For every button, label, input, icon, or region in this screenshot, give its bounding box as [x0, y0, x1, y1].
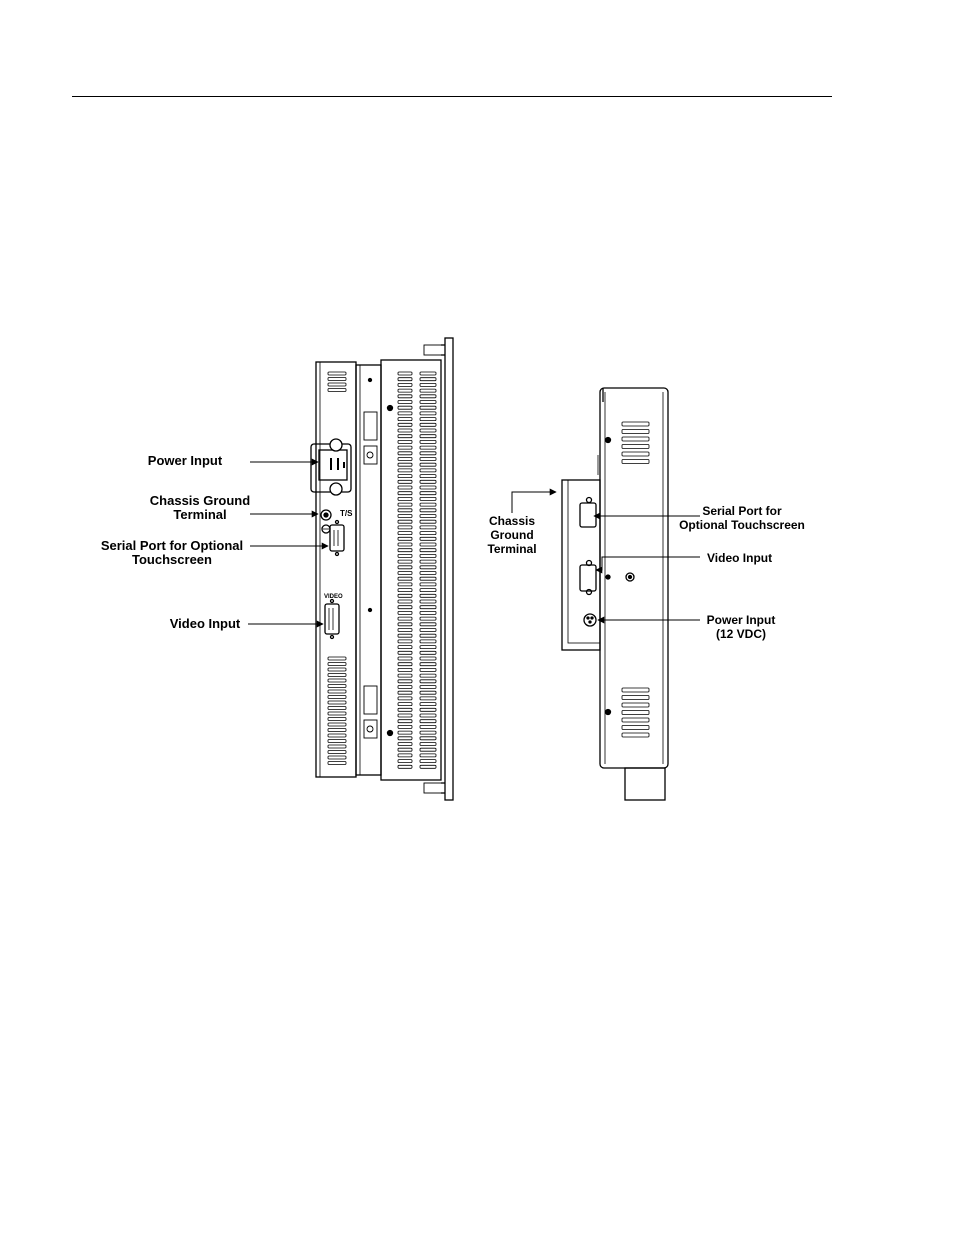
vent-slot: [398, 475, 412, 478]
vent-slot: [420, 731, 436, 734]
vent-slot: [398, 680, 412, 683]
vent-slot: [398, 606, 412, 609]
vent-slot: [420, 458, 436, 461]
vent-slot: [398, 480, 412, 483]
vent-slot: [328, 674, 346, 677]
left-chassis-ground-line1: Chassis Ground: [149, 493, 251, 508]
vent-slot: [420, 668, 436, 671]
vent-slot: [328, 723, 346, 726]
vent-slot: [398, 697, 412, 700]
vent-slot: [420, 503, 436, 506]
vent-slot: [420, 412, 436, 415]
vent-slot: [622, 445, 649, 449]
vent-slot: [420, 537, 436, 540]
vent-slot: [398, 617, 412, 620]
vent-slot: [398, 737, 412, 740]
vent-slot: [398, 446, 412, 449]
right-chassis-ground-line3: Terminal: [487, 542, 537, 556]
left-label-chassis-ground: [126, 494, 274, 522]
vent-slot: [622, 733, 649, 737]
vent-slot: [398, 668, 412, 671]
vent-slot: [398, 372, 412, 375]
vent-slot: [328, 701, 346, 704]
vent-slot: [420, 623, 436, 626]
left-serial-port-line1: Serial Port for Optional: [100, 538, 244, 553]
vent-slot: [398, 611, 412, 614]
vent-slot: [398, 532, 412, 535]
vent-slot: [398, 651, 412, 654]
vent-slot: [328, 685, 346, 688]
vent-slot: [328, 383, 346, 386]
vent-slot: [420, 703, 436, 706]
right-power-input-line2: (12 VDC): [715, 627, 766, 641]
vent-slot: [420, 429, 436, 432]
left-rear-vents: [328, 372, 346, 765]
vent-slot: [420, 440, 436, 443]
right-chassis-ground-line1: Chassis: [488, 514, 536, 528]
vent-slot: [328, 729, 346, 732]
vent-slot: [420, 418, 436, 421]
vent-slot: [420, 577, 436, 580]
vent-slot: [420, 423, 436, 426]
vent-slot: [328, 372, 346, 375]
vent-slot: [398, 395, 412, 398]
vent-slot: [398, 577, 412, 580]
vent-slot: [622, 422, 649, 426]
vent-slot: [398, 406, 412, 409]
right-label-serial-port: [668, 504, 816, 532]
vent-slot: [398, 458, 412, 461]
vent-slot: [328, 663, 346, 666]
left-front-bezel: [445, 338, 453, 800]
left-video-connector: [325, 604, 339, 634]
vent-slot: [398, 401, 412, 404]
vent-slot: [398, 560, 412, 563]
vent-slot: [398, 663, 412, 666]
vent-slot: [398, 503, 412, 506]
vent-slot: [420, 765, 436, 768]
vent-slot: [398, 492, 412, 495]
vent-slot: [420, 435, 436, 438]
vent-slot: [398, 760, 412, 763]
right-bottom-foot: [625, 768, 665, 800]
vent-slot: [420, 532, 436, 535]
vent-slot: [398, 543, 412, 546]
vent-slot: [420, 646, 436, 649]
vent-slot: [420, 372, 436, 375]
vent-slot: [622, 703, 649, 707]
vent-slot: [398, 526, 412, 529]
vent-slot: [420, 560, 436, 563]
vent-slot: [420, 663, 436, 666]
vent-slot: [398, 708, 412, 711]
vent-slot: [420, 395, 436, 398]
vent-slot: [398, 520, 412, 523]
vent-slot: [398, 691, 412, 694]
right-vent-slots: [622, 422, 649, 737]
right-chassis-ground-line2: Ground: [490, 528, 534, 542]
vent-slot: [420, 748, 436, 751]
vent-slot: [420, 611, 436, 614]
vent-slot: [398, 515, 412, 518]
vent-slot: [420, 452, 436, 455]
vent-slot: [328, 734, 346, 737]
vent-slot: [420, 674, 436, 677]
vent-slot: [328, 762, 346, 765]
vent-slot: [398, 720, 412, 723]
left-chassis-ground-line2: Terminal: [173, 507, 227, 522]
vent-slot: [328, 756, 346, 759]
vent-slot: [328, 712, 346, 715]
left-vent-slots: [398, 372, 436, 768]
vent-slot: [420, 594, 436, 597]
vent-slot: [398, 743, 412, 746]
vent-slot: [398, 463, 412, 466]
vent-slot: [398, 383, 412, 386]
vent-slot: [398, 594, 412, 597]
vent-slot: [398, 554, 412, 557]
right-power-din: [584, 614, 596, 626]
vent-slot: [398, 423, 412, 426]
vent-slot: [420, 526, 436, 529]
vent-slot: [398, 623, 412, 626]
vent-slot: [398, 486, 412, 489]
vent-slot: [420, 509, 436, 512]
vent-slot: [420, 600, 436, 603]
vent-slot: [622, 726, 649, 730]
vent-slot: [420, 475, 436, 478]
vent-slot: [398, 549, 412, 552]
vent-slot: [398, 566, 412, 569]
vent-slot: [398, 646, 412, 649]
vent-slot: [328, 751, 346, 754]
vent-slot: [420, 760, 436, 763]
vent-slot: [398, 497, 412, 500]
vent-slot: [398, 452, 412, 455]
vent-slot: [420, 640, 436, 643]
right-serial-port-line2: Optional Touchscreen: [679, 518, 805, 532]
vent-slot: [398, 537, 412, 540]
right-label-chassis-ground: [480, 514, 544, 556]
vent-slot: [420, 378, 436, 381]
vent-slot: [328, 718, 346, 721]
vent-slot: [420, 383, 436, 386]
vent-slot: [420, 463, 436, 466]
right-serial-connector: [580, 503, 596, 527]
vent-slot: [398, 418, 412, 421]
left-ac-inlet-socket: [319, 450, 347, 480]
vent-slot: [328, 745, 346, 748]
vent-slot: [420, 651, 436, 654]
vent-slot: [328, 690, 346, 693]
left-label-power-input: Power Input: [147, 453, 223, 468]
vent-slot: [398, 378, 412, 381]
vent-slot: [328, 707, 346, 710]
left-video-marking: VIDEO: [324, 594, 343, 600]
vent-slot: [420, 486, 436, 489]
vent-slot: [420, 480, 436, 483]
vent-slot: [398, 509, 412, 512]
vent-slot: [398, 748, 412, 751]
left-ts-marking: T/S: [340, 509, 353, 518]
vent-slot: [420, 515, 436, 518]
right-unit-drawing: [562, 388, 668, 800]
vent-slot: [398, 703, 412, 706]
vent-slot: [622, 718, 649, 722]
vent-slot: [398, 657, 412, 660]
vent-slot: [398, 435, 412, 438]
vent-slot: [398, 583, 412, 586]
left-serial-port-line2: Touchscreen: [132, 552, 212, 567]
vent-slot: [622, 460, 649, 464]
vent-slot: [398, 725, 412, 728]
vent-slot: [328, 679, 346, 682]
vent-slot: [420, 549, 436, 552]
vent-slot: [398, 440, 412, 443]
right-serial-port-line1: Serial Port for: [702, 504, 782, 518]
vent-slot: [420, 566, 436, 569]
vent-slot: [622, 711, 649, 715]
vent-slot: [398, 714, 412, 717]
vent-slot: [622, 437, 649, 441]
vent-slot: [420, 492, 436, 495]
right-label-power-input: [695, 613, 787, 641]
vent-slot: [398, 634, 412, 637]
vent-slot: [420, 754, 436, 757]
vent-slot: [420, 686, 436, 689]
vent-slot: [420, 520, 436, 523]
vent-slot: [328, 696, 346, 699]
vent-slot: [398, 765, 412, 768]
vent-slot: [398, 674, 412, 677]
vent-slot: [420, 497, 436, 500]
vent-slot: [622, 452, 649, 456]
vent-slot: [398, 589, 412, 592]
vent-slot: [398, 572, 412, 575]
vent-slot: [398, 469, 412, 472]
vent-slot: [420, 406, 436, 409]
vent-slot: [398, 629, 412, 632]
vent-slot: [420, 606, 436, 609]
right-video-connector: [580, 565, 596, 591]
vent-slot: [398, 429, 412, 432]
vent-slot: [420, 743, 436, 746]
vent-slot: [420, 589, 436, 592]
vent-slot: [420, 629, 436, 632]
vent-slot: [398, 389, 412, 392]
vent-slot: [420, 583, 436, 586]
vent-slot: [420, 691, 436, 694]
vent-slot: [328, 668, 346, 671]
vent-slot: [622, 688, 649, 692]
vent-slot: [398, 600, 412, 603]
right-power-input-line1: Power Input: [706, 613, 776, 627]
vent-slot: [420, 657, 436, 660]
vent-slot: [420, 554, 436, 557]
vent-slot: [622, 696, 649, 700]
vent-slot: [622, 430, 649, 434]
vent-slot: [420, 617, 436, 620]
vent-slot: [398, 412, 412, 415]
vent-slot: [420, 446, 436, 449]
vent-slot: [420, 697, 436, 700]
vent-slot: [328, 378, 346, 381]
left-label-serial-port: [92, 539, 252, 567]
vent-slot: [398, 731, 412, 734]
vent-slot: [420, 401, 436, 404]
vent-slot: [398, 686, 412, 689]
vent-slot: [420, 720, 436, 723]
left-label-video-input: Video Input: [169, 616, 241, 631]
vent-slot: [398, 640, 412, 643]
vent-slot: [420, 634, 436, 637]
vent-slot: [420, 737, 436, 740]
vent-slot: [328, 657, 346, 660]
vent-slot: [420, 725, 436, 728]
vent-slot: [420, 572, 436, 575]
right-label-video-input: Video Input: [707, 551, 773, 565]
vent-slot: [420, 714, 436, 717]
vent-slot: [420, 543, 436, 546]
vent-slot: [420, 680, 436, 683]
vent-slot: [328, 389, 346, 392]
vent-slot: [420, 708, 436, 711]
vent-slot: [420, 389, 436, 392]
left-serial-port-connector: [330, 525, 344, 551]
vent-slot: [328, 740, 346, 743]
vent-slot: [398, 754, 412, 757]
vent-slot: [420, 469, 436, 472]
